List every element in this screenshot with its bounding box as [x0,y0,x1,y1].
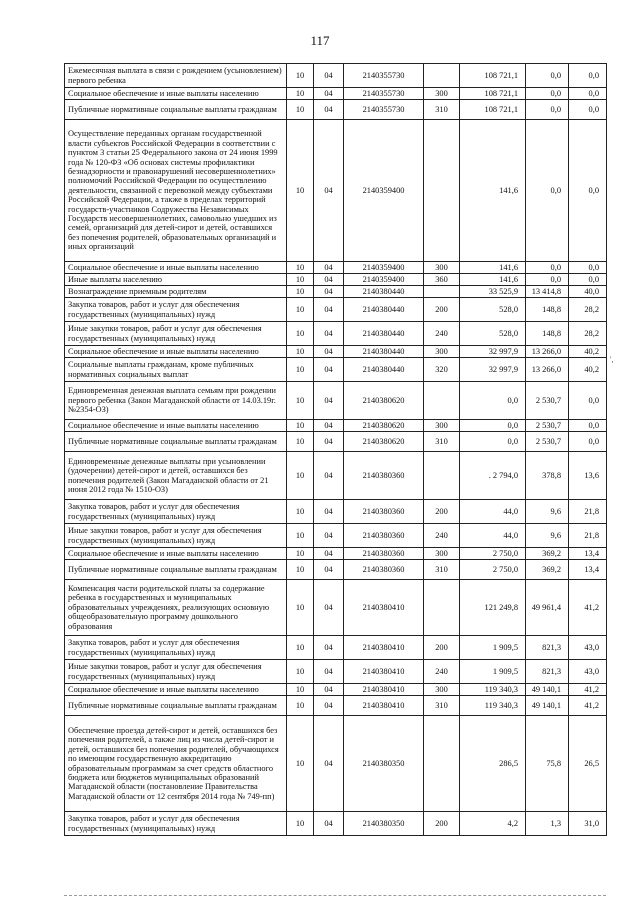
subsection-code: 04 [314,322,344,346]
table-row [65,716,607,812]
subsection-code: 04 [314,346,344,358]
expense-type-code: 300 [424,88,460,100]
section-code: 10 [287,580,314,636]
value-plan: 141,6 [460,120,526,262]
value-actual: 821,3 [526,660,569,684]
table-row [65,286,607,298]
target-code: 2140380410 [344,696,424,716]
section-code: 10 [287,382,314,420]
subsection-code: 04 [314,100,344,120]
section-code: 10 [287,560,314,580]
table-row [65,812,607,836]
expense-type-code: 200 [424,500,460,524]
expense-type-code: 310 [424,100,460,120]
value-plan: 108 721,1 [460,100,526,120]
section-code: 10 [287,452,314,500]
section-code: 10 [287,696,314,716]
subsection-code: 04 [314,660,344,684]
section-code: 10 [287,322,314,346]
value-percent: 40,2 [569,358,607,382]
row-name: Закупка товаров, работ и услуг для обеспечения государственных (муниципальных) нужд [65,298,287,322]
value-actual: 2 530,7 [526,432,569,452]
subsection-code: 04 [314,524,344,548]
target-code: 2140355730 [344,64,424,88]
row-name: Иные закупки товаров, работ и услуг для обеспечения государственных (муниципальных) нужд [65,524,287,548]
value-plan: 141,6 [460,274,526,286]
target-code: 2140355730 [344,88,424,100]
expense-type-code: 310 [424,432,460,452]
target-code: 2140380410 [344,684,424,696]
table-row [65,524,607,548]
target-code: 2140380440 [344,298,424,322]
expense-type-code: 310 [424,696,460,716]
value-percent: 40,2 [569,346,607,358]
section-code: 10 [287,346,314,358]
value-plan: 121 249,8 [460,580,526,636]
value-actual: 148,8 [526,322,569,346]
subsection-code: 04 [314,432,344,452]
expense-type-code [424,580,460,636]
row-name: Публичные нормативные социальные выплаты гражданам [65,696,287,716]
table-row [65,322,607,346]
expense-type-code [424,382,460,420]
value-percent: 13,6 [569,452,607,500]
section-code: 10 [287,88,314,100]
subsection-code: 04 [314,684,344,696]
row-name: Социальные выплаты гражданам, кроме публичных нормативных социальных выплат [65,358,287,382]
row-name: Вознаграждение приемным родителям [65,286,287,298]
value-percent: 0,0 [569,382,607,420]
value-plan: 0,0 [460,382,526,420]
subsection-code: 04 [314,500,344,524]
section-code: 10 [287,298,314,322]
target-code: 2140359400 [344,262,424,274]
target-code: 2140380440 [344,286,424,298]
value-plan: 1 909,5 [460,660,526,684]
row-name: Иные закупки товаров, работ и услуг для обеспечения государственных (муниципальных) нужд [65,660,287,684]
value-actual: 0,0 [526,88,569,100]
value-plan: 108 721,1 [460,64,526,88]
value-actual: 0,0 [526,262,569,274]
value-actual: 9,6 [526,500,569,524]
subsection-code: 04 [314,560,344,580]
expense-type-code [424,452,460,500]
value-percent: 0,0 [569,120,607,262]
target-code: 2140380410 [344,636,424,660]
expense-type-code: 200 [424,636,460,660]
value-percent: 26,5 [569,716,607,812]
expense-type-code: 240 [424,524,460,548]
expense-type-code: 300 [424,548,460,560]
expense-type-code: 300 [424,346,460,358]
value-actual: 75,8 [526,716,569,812]
section-code: 10 [287,100,314,120]
value-plan: 44,0 [460,524,526,548]
row-name: Осуществление переданных органам государственной власти субъектов Российской Федерации в соответствии с пунктом 3 статьи 25 Федерального закона от 24 июня 1999 года № 120-ФЗ «Об основах системы профилактики безнадзорности и правонарушений несовершеннолетних» полномочий Российской Федерации по осуществлению деятельности, связанной с перевозкой между субъектами Российской Федерации, а также в пределах территорий государств-участников Содружества Независимых Государств несовершеннолетних, самовольно ушедших из семей, организаций для детей-сирот и детей, оставшихся без попечения родителей, образовательных организаций и иных организаций [65,120,287,262]
table-row [65,88,607,100]
target-code: 2140380360 [344,500,424,524]
value-actual: 0,0 [526,64,569,88]
table-row [65,382,607,420]
expense-type-code: 200 [424,812,460,836]
value-percent: 43,0 [569,660,607,684]
value-actual: 2 530,7 [526,382,569,420]
row-name: Иные закупки товаров, работ и услуг для обеспечения государственных (муниципальных) нужд [65,322,287,346]
target-code: 2140380350 [344,716,424,812]
value-actual: 148,8 [526,298,569,322]
subsection-code: 04 [314,286,344,298]
table-row [65,660,607,684]
subsection-code: 04 [314,716,344,812]
value-plan: 44,0 [460,500,526,524]
value-percent: 0,0 [569,88,607,100]
target-code: 2140380360 [344,524,424,548]
value-plan: 32 997,9 [460,346,526,358]
subsection-code: 04 [314,120,344,262]
value-actual: 378,8 [526,452,569,500]
expense-type-code: 300 [424,420,460,432]
target-code: 2140380440 [344,358,424,382]
table-row [65,298,607,322]
value-percent: 0,0 [569,274,607,286]
value-plan: 32 997,9 [460,358,526,382]
value-percent: 41,2 [569,580,607,636]
row-name: Компенсация части родительской платы за содержание ребенка в государственных и муниципальных образовательных учреждениях, реализующих основную общеобразовательную программу дошкольного образования [65,580,287,636]
target-code: 2140380620 [344,420,424,432]
row-name: Ежемесячная выплата в связи с рождением (усыновлением) первого ребенка [65,64,287,88]
section-code: 10 [287,812,314,836]
value-actual: 9,6 [526,524,569,548]
expense-type-code: 240 [424,660,460,684]
subsection-code: 04 [314,262,344,274]
table-row [65,64,607,88]
value-plan: 286,5 [460,716,526,812]
section-code: 10 [287,548,314,560]
section-code: 10 [287,524,314,548]
value-plan: . 2 794,0 [460,452,526,500]
subsection-code: 04 [314,382,344,420]
target-code: 2140359400 [344,120,424,262]
value-plan: 2 750,0 [460,548,526,560]
value-actual: 0,0 [526,100,569,120]
table-row [65,452,607,500]
target-code: 2140355730 [344,100,424,120]
value-plan: 2 750,0 [460,560,526,580]
table-row [65,420,607,432]
value-actual: 369,2 [526,548,569,560]
row-name: Социальное обеспечение и иные выплаты населению [65,262,287,274]
row-name: Закупка товаров, работ и услуг для обеспечения государственных (муниципальных) нужд [65,812,287,836]
value-percent: 28,2 [569,322,607,346]
value-percent: 31,0 [569,812,607,836]
expense-type-code: 240 [424,322,460,346]
value-plan: 33 525,9 [460,286,526,298]
value-actual: 13 266,0 [526,358,569,382]
bottom-rule [64,895,606,897]
expense-type-code: 320 [424,358,460,382]
expense-type-code: 360 [424,274,460,286]
value-plan: 141,6 [460,262,526,274]
subsection-code: 04 [314,636,344,660]
subsection-code: 04 [314,696,344,716]
value-percent: 0,0 [569,420,607,432]
value-actual: 821,3 [526,636,569,660]
page-number: 117 [310,33,330,48]
value-percent: 21,8 [569,500,607,524]
value-percent: 13,4 [569,548,607,560]
value-percent: 13,4 [569,560,607,580]
target-code: 2140380360 [344,548,424,560]
row-name: Социальное обеспечение и иные выплаты населению [65,346,287,358]
value-actual: 49 140,1 [526,696,569,716]
table-row [65,500,607,524]
expense-type-code [424,120,460,262]
expense-type-code: 310 [424,560,460,580]
subsection-code: 04 [314,88,344,100]
value-actual: 0,0 [526,120,569,262]
budget-table [64,63,607,836]
target-code: 2140380360 [344,452,424,500]
subsection-code: 04 [314,580,344,636]
table-row [65,580,607,636]
table-row [65,684,607,696]
table-row [65,346,607,358]
value-plan: 1 909,5 [460,636,526,660]
subsection-code: 04 [314,298,344,322]
value-plan: 0,0 [460,432,526,452]
row-name: Социальное обеспечение и иные выплаты населению [65,684,287,696]
subsection-code: 04 [314,548,344,560]
value-percent: 41,2 [569,696,607,716]
value-actual: 2 530,7 [526,420,569,432]
table-row [65,432,607,452]
expense-type-code [424,64,460,88]
value-percent: 28,2 [569,298,607,322]
expense-type-code: 300 [424,262,460,274]
target-code: 2140380360 [344,560,424,580]
row-name: Публичные нормативные социальные выплаты гражданам [65,560,287,580]
value-actual: 49 140,1 [526,684,569,696]
subsection-code: 04 [314,274,344,286]
expense-type-code [424,286,460,298]
value-actual: 49 961,4 [526,580,569,636]
expense-type-code [424,716,460,812]
table-row [65,274,607,286]
expense-type-code: 200 [424,298,460,322]
row-name: Единовременная денежная выплата семьям при рождении первого ребенка (Закон Магаданской области от 14.03.19г. №2354-ОЗ) [65,382,287,420]
section-code: 10 [287,684,314,696]
subsection-code: 04 [314,452,344,500]
value-plan: 108 721,1 [460,88,526,100]
table-row [65,100,607,120]
row-name: Обеспечение проезда детей-сирот и детей, оставшихся без попечения родителей, а также лиц из числа детей-сирот и детей, оставшихся без попечения родителей, обучающихся по имеющим государственную аккредитацию образовательным программам за счет средств областного бюджета или бюджетов муниципальных образований Магаданской области (постановление Правительства Магаданской области от 12 сентября 2014 года № 749-пп) [65,716,287,812]
value-percent: 0,0 [569,100,607,120]
target-code: 2140380410 [344,580,424,636]
value-plan: 528,0 [460,298,526,322]
table-row [65,120,607,262]
table-row [65,548,607,560]
value-plan: 528,0 [460,322,526,346]
value-plan: 4,2 [460,812,526,836]
value-plan: 0,0 [460,420,526,432]
table-row [65,636,607,660]
section-code: 10 [287,262,314,274]
section-code: 10 [287,636,314,660]
row-name: Публичные нормативные социальные выплаты гражданам [65,100,287,120]
value-actual: 0,0 [526,274,569,286]
section-code: 10 [287,500,314,524]
section-code: 10 [287,420,314,432]
section-code: 10 [287,660,314,684]
subsection-code: 04 [314,358,344,382]
expense-type-code: 300 [424,684,460,696]
value-percent: 41,2 [569,684,607,696]
value-percent: 40,0 [569,286,607,298]
row-name: Иные выплаты населению [65,274,287,286]
row-name: Закупка товаров, работ и услуг для обеспечения государственных (муниципальных) нужд [65,636,287,660]
value-actual: 1,3 [526,812,569,836]
row-name: Социальное обеспечение и иные выплаты населению [65,548,287,560]
table-row [65,696,607,716]
value-plan: 119 340,3 [460,696,526,716]
row-name: Социальное обеспечение и иные выплаты населению [65,420,287,432]
row-name: Социальное обеспечение и иные выплаты населению [65,88,287,100]
section-code: 10 [287,432,314,452]
value-percent: 0,0 [569,262,607,274]
target-code: 2140380440 [344,346,424,358]
value-percent: 0,0 [569,432,607,452]
value-plan: 119 340,3 [460,684,526,696]
row-name: Закупка товаров, работ и услуг для обеспечения государственных (муниципальных) нужд [65,500,287,524]
target-code: 2140380440 [344,322,424,346]
table-row [65,560,607,580]
section-code: 10 [287,358,314,382]
value-actual: 369,2 [526,560,569,580]
section-code: 10 [287,120,314,262]
table-row [65,358,607,382]
target-code: 2140359400 [344,274,424,286]
value-percent: 43,0 [569,636,607,660]
target-code: 2140380620 [344,382,424,420]
row-name: Единовременные денежные выплаты при усыновлении (удочерении) детей-сирот и детей, оставшихся без попечения родителей (Закон Магаданской области от 21 июня 2012 года № 1510-ОЗ) [65,452,287,500]
subsection-code: 04 [314,64,344,88]
target-code: 2140380350 [344,812,424,836]
section-code: 10 [287,274,314,286]
side-mark: ', [610,355,614,364]
table-row [65,262,607,274]
section-code: 10 [287,64,314,88]
target-code: 2140380410 [344,660,424,684]
value-actual: 13 414,8 [526,286,569,298]
subsection-code: 04 [314,812,344,836]
section-code: 10 [287,286,314,298]
row-name: Публичные нормативные социальные выплаты гражданам [65,432,287,452]
section-code: 10 [287,716,314,812]
value-percent: 21,8 [569,524,607,548]
value-percent: 0,0 [569,64,607,88]
value-actual: 13 266,0 [526,346,569,358]
target-code: 2140380620 [344,432,424,452]
subsection-code: 04 [314,420,344,432]
